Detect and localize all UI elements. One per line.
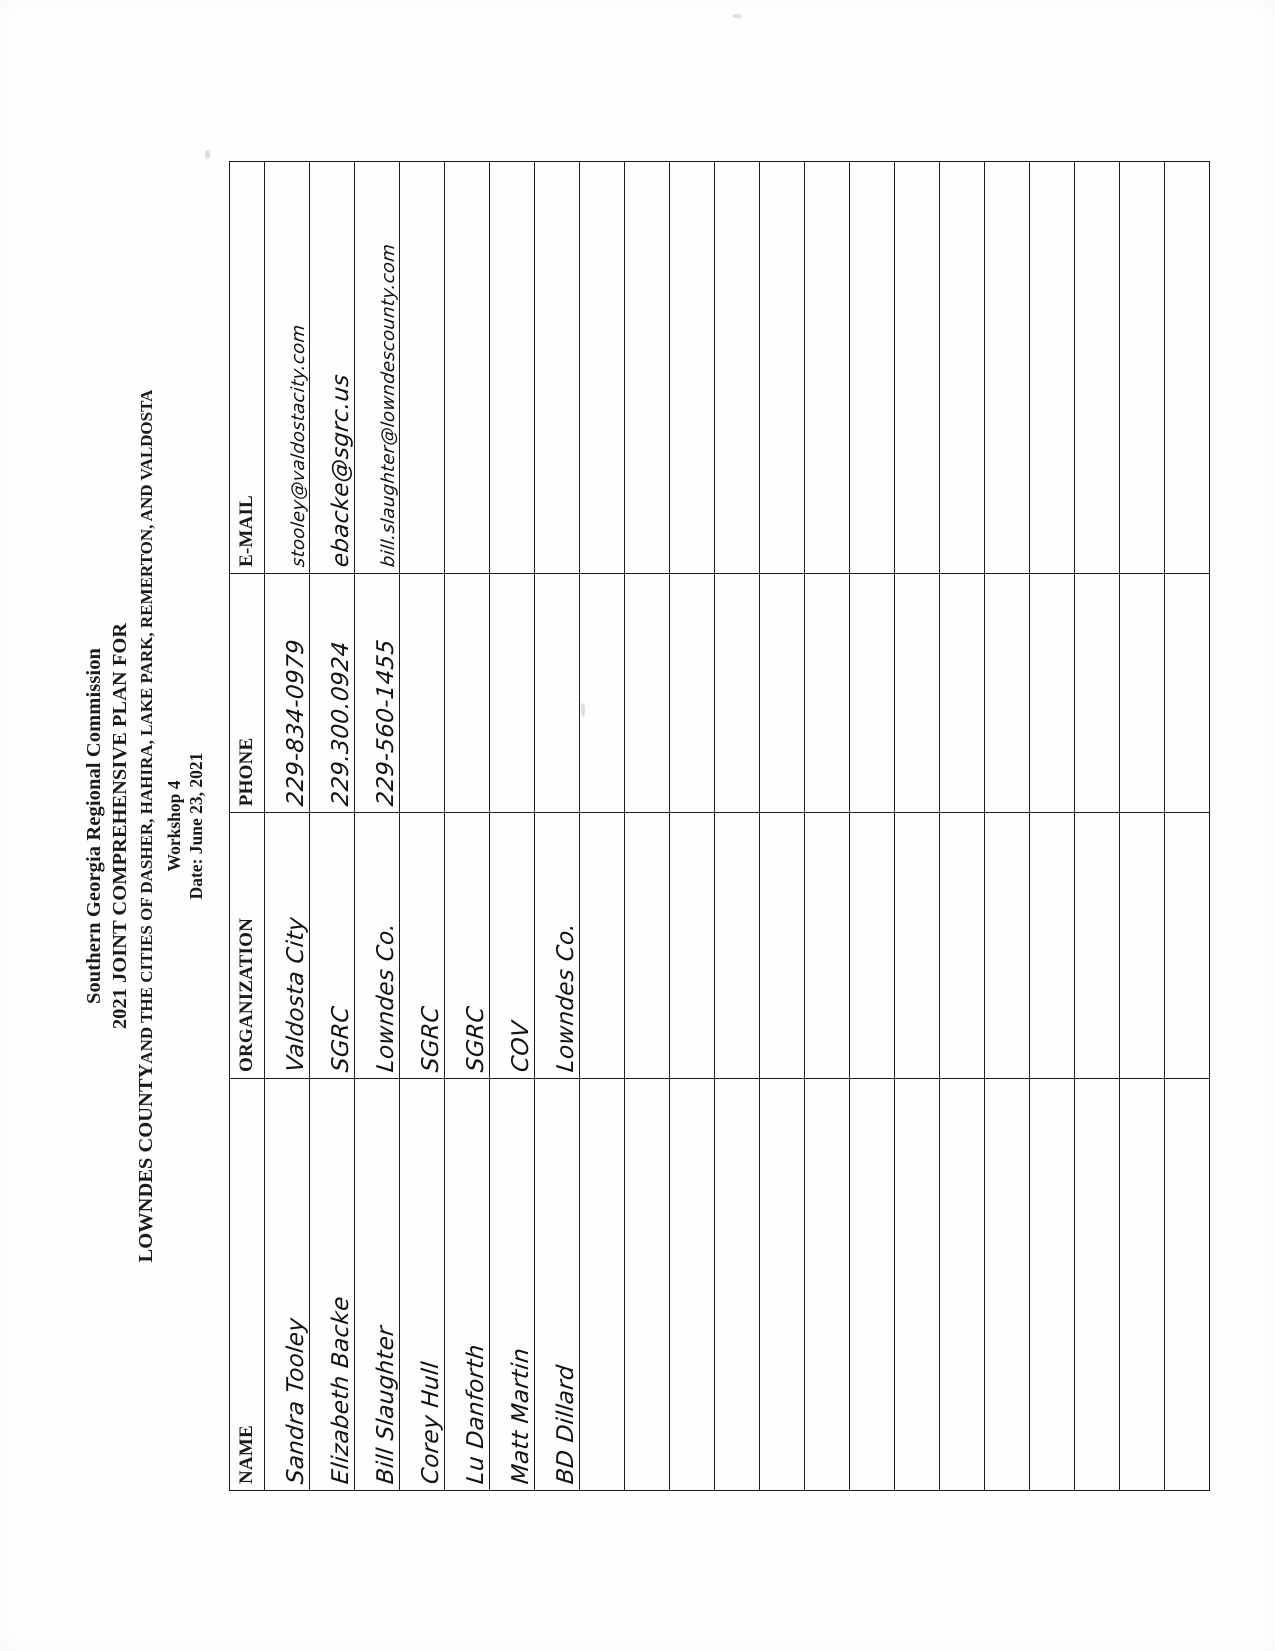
table-row	[804, 161, 849, 1490]
cell-email	[264, 161, 309, 573]
column-header-name: NAME	[229, 1078, 264, 1490]
cell-organization	[1074, 812, 1119, 1078]
handwritten-entry: stooley@valdostacity.com	[287, 323, 309, 568]
cell-organization	[444, 812, 489, 1078]
cell-phone	[1164, 573, 1209, 812]
handwritten-entry: Lu Danforth	[462, 1342, 489, 1485]
header-line-agency: Southern Georgia Regional Commission	[82, 647, 105, 1004]
table-header-row	[229, 161, 264, 1490]
handwritten-entry: BD Dillard	[552, 1363, 579, 1485]
cell-email	[399, 161, 444, 573]
cell-organization	[534, 812, 579, 1078]
cell-name	[1074, 1078, 1119, 1490]
page-content-rotated	[63, 76, 1213, 1576]
cell-phone	[489, 573, 534, 812]
cell-organization	[894, 812, 939, 1078]
table-row	[579, 161, 624, 1490]
cell-phone	[1029, 573, 1074, 812]
handwritten-entry: COV	[507, 1019, 534, 1073]
cell-organization	[624, 812, 669, 1078]
cell-email	[894, 161, 939, 573]
column-header-email: E-MAIL	[229, 161, 264, 573]
cell-phone	[939, 573, 984, 812]
cell-email	[489, 161, 534, 573]
cell-email	[939, 161, 984, 573]
handwritten-entry: SGRC	[417, 1004, 444, 1073]
handwritten-entry: Elizabeth Backe	[327, 1294, 354, 1485]
handwritten-entry: Sandra Tooley	[282, 1315, 309, 1485]
handwritten-entry: 229-834-0979	[282, 637, 309, 808]
cell-email	[849, 161, 894, 573]
cell-name	[354, 1078, 399, 1490]
cell-organization	[264, 812, 309, 1078]
cell-name	[849, 1078, 894, 1490]
scan-speck	[732, 14, 742, 18]
cell-phone	[894, 573, 939, 812]
cell-organization	[669, 812, 714, 1078]
cell-phone	[579, 573, 624, 812]
table-row	[399, 161, 444, 1490]
cell-email	[669, 161, 714, 573]
cell-email	[579, 161, 624, 573]
header-line-date: Date: June 23, 2021	[185, 752, 206, 899]
table-row	[624, 161, 669, 1490]
cell-email	[984, 161, 1029, 573]
table-row	[1119, 161, 1164, 1490]
header-county: LOWNDES COUNTY	[134, 1063, 157, 1262]
cell-organization	[309, 812, 354, 1078]
cell-email	[534, 161, 579, 573]
table-row	[534, 161, 579, 1490]
cell-organization	[939, 812, 984, 1078]
handwritten-entry: SGRC	[327, 1004, 354, 1073]
cell-organization	[849, 812, 894, 1078]
cell-name	[489, 1078, 534, 1490]
cell-phone	[714, 573, 759, 812]
cell-organization	[1029, 812, 1074, 1078]
cell-name	[714, 1078, 759, 1490]
table-row	[984, 161, 1029, 1490]
handwritten-entry: Lowndes Co.	[372, 921, 399, 1073]
table-row	[1029, 161, 1074, 1490]
cell-email	[714, 161, 759, 573]
cell-organization	[579, 812, 624, 1078]
cell-name	[264, 1078, 309, 1490]
cell-name	[894, 1078, 939, 1490]
signin-table-wrap	[229, 161, 1210, 1491]
header-line-plan-title: 2021 JOINT COMPREHENSIVE PLAN FOR	[108, 622, 131, 1029]
handwritten-entry: 229.300.0924	[327, 639, 354, 808]
cell-name	[444, 1078, 489, 1490]
cell-phone	[309, 573, 354, 812]
handwritten-entry: Lowndes Co.	[552, 921, 579, 1073]
cell-organization	[759, 812, 804, 1078]
table-row	[894, 161, 939, 1490]
cell-name	[669, 1078, 714, 1490]
column-header-phone: PHONE	[229, 573, 264, 812]
cell-name	[309, 1078, 354, 1490]
table-row	[939, 161, 984, 1490]
cell-name	[759, 1078, 804, 1490]
cell-email	[1029, 161, 1074, 573]
cell-name	[399, 1078, 444, 1490]
cell-phone	[399, 573, 444, 812]
cell-email	[1164, 161, 1209, 573]
cell-email	[1074, 161, 1119, 573]
cell-organization	[984, 812, 1029, 1078]
cell-phone	[1074, 573, 1119, 812]
handwritten-entry: SGRC	[462, 1004, 489, 1073]
signin-sheet-table	[229, 161, 1210, 1491]
handwritten-entry: Bill Slaughter	[372, 1324, 399, 1485]
cell-organization	[1164, 812, 1209, 1078]
cell-organization	[714, 812, 759, 1078]
table-row	[849, 161, 894, 1490]
table-row	[309, 161, 354, 1490]
handwritten-entry: Matt Martin	[507, 1346, 534, 1485]
cell-phone	[849, 573, 894, 812]
cell-organization	[354, 812, 399, 1078]
cell-name	[1029, 1078, 1074, 1490]
cell-email	[354, 161, 399, 573]
handwritten-entry: Valdosta City	[282, 915, 309, 1073]
cell-phone	[624, 573, 669, 812]
document-header	[63, 76, 207, 1576]
handwritten-entry: 229-560-1455	[372, 637, 399, 808]
cell-phone	[759, 573, 804, 812]
cell-name	[624, 1078, 669, 1490]
cell-phone	[354, 573, 399, 812]
cell-phone	[1119, 573, 1164, 812]
table-header	[229, 161, 264, 1490]
handwritten-entry: Corey Hull	[417, 1359, 444, 1485]
table-row	[714, 161, 759, 1490]
cell-name	[1164, 1078, 1209, 1490]
table-row	[669, 161, 714, 1490]
cell-email	[444, 161, 489, 573]
table-row	[1074, 161, 1119, 1490]
cell-name	[579, 1078, 624, 1490]
cell-email	[309, 161, 354, 573]
cell-email	[1119, 161, 1164, 573]
cell-organization	[804, 812, 849, 1078]
table-body	[264, 161, 1209, 1490]
cell-email	[624, 161, 669, 573]
cell-phone	[984, 573, 1029, 812]
cell-phone	[444, 573, 489, 812]
header-cities: AND THE CITIES OF DASHER, HAHIRA, LAKE PARK, REMERTON, AND VALDOSTA	[136, 389, 156, 1064]
cell-phone	[264, 573, 309, 812]
cell-email	[759, 161, 804, 573]
table-row	[264, 161, 309, 1490]
column-header-organization: ORGANIZATION	[229, 812, 264, 1078]
cell-name	[984, 1078, 1029, 1490]
cell-organization	[399, 812, 444, 1078]
cell-phone	[534, 573, 579, 812]
cell-organization	[1119, 812, 1164, 1078]
handwritten-entry: bill.slaughter@lowndescounty.com	[377, 242, 399, 568]
cell-email	[804, 161, 849, 573]
cell-name	[939, 1078, 984, 1490]
cell-name	[804, 1078, 849, 1490]
table-row	[759, 161, 804, 1490]
cell-phone	[669, 573, 714, 812]
cell-phone	[804, 573, 849, 812]
header-line-jurisdictions	[133, 76, 159, 1576]
table-row	[444, 161, 489, 1490]
header-line-workshop: Workshop 4	[163, 780, 184, 871]
table-row	[489, 161, 534, 1490]
cell-organization	[489, 812, 534, 1078]
handwritten-entry: ebacke@sgrc.us	[327, 372, 354, 568]
cell-name	[1119, 1078, 1164, 1490]
table-row	[354, 161, 399, 1490]
table-row	[1164, 161, 1209, 1490]
cell-name	[534, 1078, 579, 1490]
